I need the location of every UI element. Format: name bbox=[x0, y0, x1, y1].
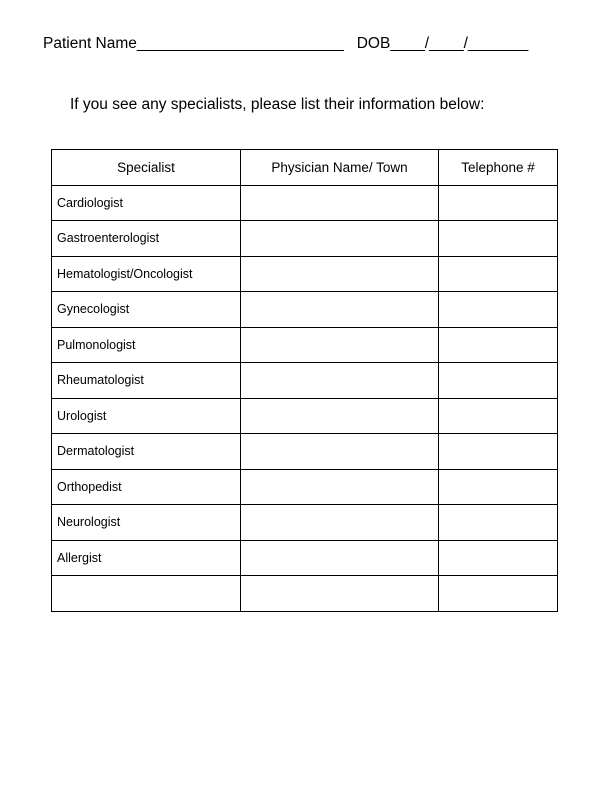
physician-town-cell[interactable] bbox=[241, 576, 439, 612]
specialist-cell: Allergist bbox=[52, 540, 241, 576]
column-header-telephone: Telephone # bbox=[439, 150, 558, 186]
specialist-cell: Dermatologist bbox=[52, 434, 241, 470]
specialists-table bbox=[51, 149, 558, 612]
physician-town-cell[interactable] bbox=[241, 327, 439, 363]
table-row bbox=[52, 540, 558, 576]
table-header-row bbox=[52, 150, 558, 186]
specialist-cell: Pulmonologist bbox=[52, 327, 241, 363]
telephone-cell[interactable] bbox=[439, 469, 558, 505]
patient-name-label: Patient Name bbox=[43, 35, 137, 52]
specialist-cell: Neurologist bbox=[52, 505, 241, 541]
telephone-cell[interactable] bbox=[439, 505, 558, 541]
physician-town-cell[interactable] bbox=[241, 292, 439, 328]
table-row bbox=[52, 398, 558, 434]
specialist-cell: Orthopedist bbox=[52, 469, 241, 505]
telephone-cell[interactable] bbox=[439, 256, 558, 292]
telephone-cell[interactable] bbox=[439, 434, 558, 470]
table-row bbox=[52, 221, 558, 257]
table-row bbox=[52, 185, 558, 221]
table-row bbox=[52, 292, 558, 328]
physician-town-cell[interactable] bbox=[241, 398, 439, 434]
specialist-cell: Rheumatologist bbox=[52, 363, 241, 399]
column-header-physician-town: Physician Name/ Town bbox=[241, 150, 439, 186]
table-row bbox=[52, 434, 558, 470]
instruction-text: If you see any specialists, please list their information below: bbox=[70, 96, 485, 113]
column-header-specialist: Specialist bbox=[52, 150, 241, 186]
telephone-cell[interactable] bbox=[439, 398, 558, 434]
physician-town-cell[interactable] bbox=[241, 363, 439, 399]
telephone-cell[interactable] bbox=[439, 327, 558, 363]
physician-town-cell[interactable] bbox=[241, 256, 439, 292]
physician-town-cell[interactable] bbox=[241, 469, 439, 505]
physician-town-cell[interactable] bbox=[241, 540, 439, 576]
table-row bbox=[52, 505, 558, 541]
specialist-cell: Urologist bbox=[52, 398, 241, 434]
physician-town-cell[interactable] bbox=[241, 185, 439, 221]
dob-label: DOB bbox=[356, 35, 391, 52]
dob-field[interactable]: ____/____/_______ bbox=[390, 35, 529, 52]
telephone-cell[interactable] bbox=[439, 292, 558, 328]
table-row bbox=[52, 327, 558, 363]
telephone-cell[interactable] bbox=[439, 576, 558, 612]
telephone-cell[interactable] bbox=[439, 185, 558, 221]
table-row bbox=[52, 363, 558, 399]
table-row bbox=[52, 469, 558, 505]
physician-town-cell[interactable] bbox=[241, 221, 439, 257]
specialist-cell: Gynecologist bbox=[52, 292, 241, 328]
physician-town-cell[interactable] bbox=[241, 505, 439, 541]
telephone-cell[interactable] bbox=[439, 540, 558, 576]
table-row bbox=[52, 576, 558, 612]
specialist-cell bbox=[52, 576, 241, 612]
physician-town-cell[interactable] bbox=[241, 434, 439, 470]
specialist-cell: Cardiologist bbox=[52, 185, 241, 221]
telephone-cell[interactable] bbox=[439, 363, 558, 399]
table-row bbox=[52, 256, 558, 292]
specialist-cell: Hematologist/Oncologist bbox=[52, 256, 241, 292]
telephone-cell[interactable] bbox=[439, 221, 558, 257]
patient-name-field[interactable]: ________________________ bbox=[136, 35, 344, 52]
specialist-cell: Gastroenterologist bbox=[52, 221, 241, 257]
table-body bbox=[52, 185, 558, 611]
patient-info-line bbox=[43, 35, 528, 53]
